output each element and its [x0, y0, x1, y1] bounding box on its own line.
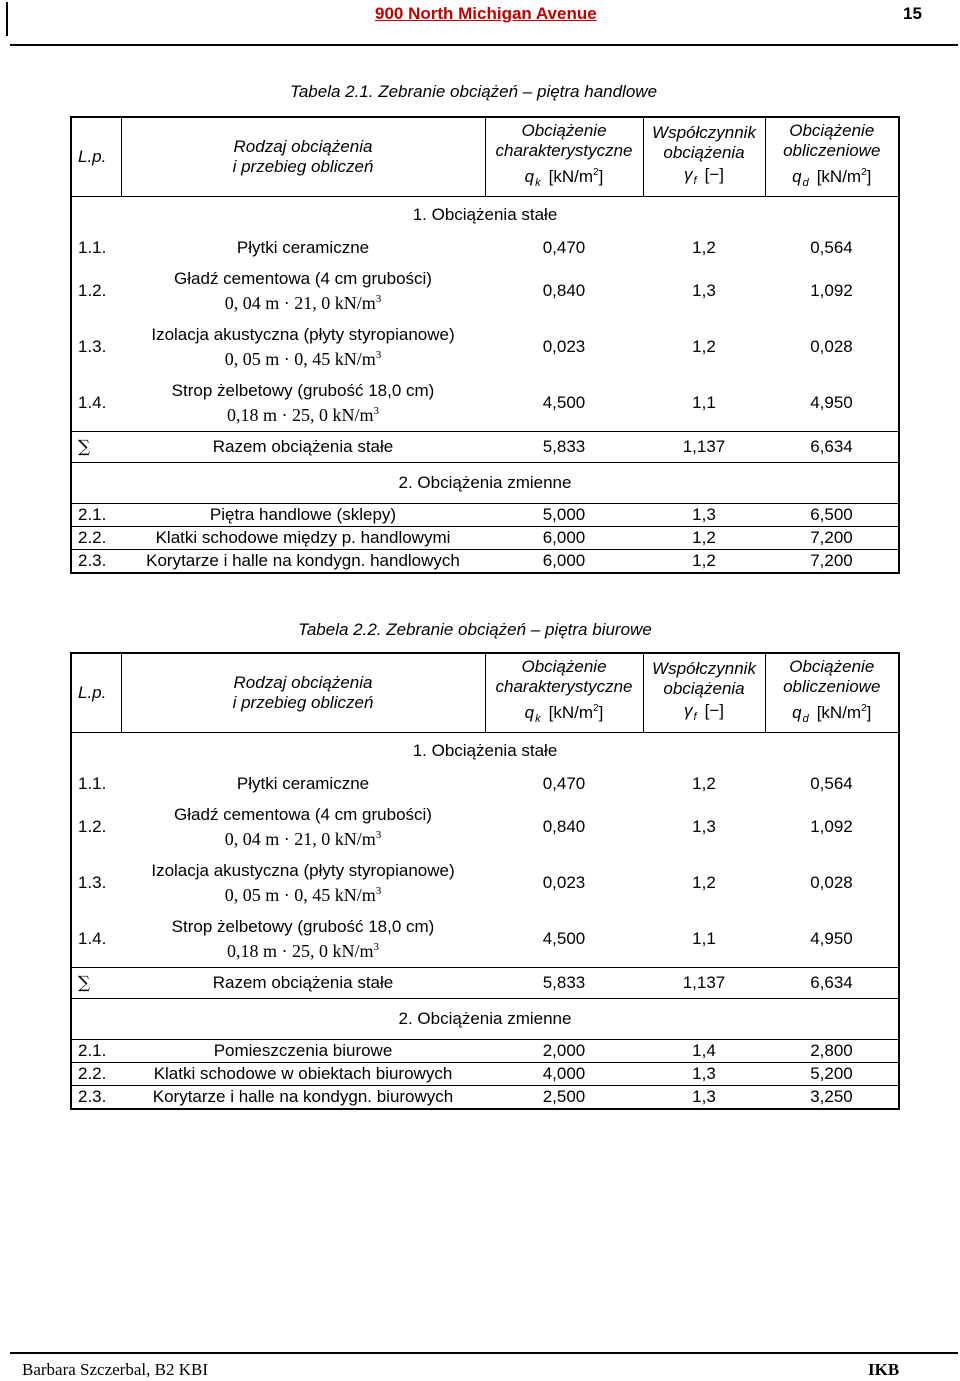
- row-qk: 4,000: [485, 1063, 643, 1086]
- header-margin-bar: [6, 2, 8, 36]
- formula-sup: 3: [375, 885, 382, 897]
- row-gf: 1,4: [643, 1040, 765, 1063]
- table-row: [71, 911, 899, 968]
- row-name: Piętra handlowe (sklepy): [121, 504, 485, 527]
- unit-close: ]: [866, 167, 872, 186]
- row-qd: 1,092: [810, 281, 853, 300]
- row-qd: 6,500: [765, 504, 899, 527]
- section-title-permanent: 1. Obciążenia stałe: [71, 733, 899, 770]
- table-caption-2: Tabela 2.2. Zebranie obciążeń – piętra biurowe: [298, 620, 652, 639]
- col-design-line1: Obciążenie: [789, 121, 875, 140]
- row-name: Pomieszczenia biurowe: [121, 1040, 485, 1063]
- col-coef-line2: obciążenia: [663, 143, 745, 162]
- row-lp: 1.4.: [78, 929, 107, 948]
- unit-sup: 2: [861, 167, 867, 178]
- row-qd: 0,564: [810, 238, 853, 257]
- formula-text: 0,18 m · 25, 0 kN/m: [227, 941, 374, 961]
- symbol-sub: d: [802, 177, 809, 189]
- col-kind-header: [121, 653, 485, 733]
- symbol-sub: k: [535, 177, 541, 189]
- row-name: Strop żelbetowy (grubość 18,0 cm): [171, 381, 435, 400]
- page-number: 15: [903, 4, 922, 23]
- row-qd: 4,950: [810, 393, 853, 412]
- row-gf: 1,3: [643, 1063, 765, 1086]
- unit-sup: 2: [593, 167, 599, 178]
- section-title-row: [71, 999, 899, 1040]
- col-char-header: [485, 117, 643, 197]
- col-coef-line1: Współczynnik: [652, 123, 756, 142]
- row-gf: 1,2: [692, 337, 716, 356]
- row-name-cell: [121, 319, 485, 375]
- row-lp: 2.3.: [71, 1086, 121, 1110]
- formula-text: 0, 04 m · 21, 0 kN/m: [224, 293, 376, 313]
- row-formula: [127, 345, 479, 369]
- table-row: [71, 855, 899, 911]
- symbol-gamma: γ: [684, 701, 693, 720]
- row-qk: 0,840: [542, 817, 586, 836]
- row-qk: 5,000: [485, 504, 643, 527]
- formula-sup: 3: [373, 941, 379, 953]
- col-kind-line1: Rodzaj obciążenia: [233, 137, 373, 156]
- sum-row: [71, 432, 899, 463]
- table-header-row: [71, 653, 899, 733]
- page-header: [0, 0, 960, 48]
- row-name-cell: [121, 799, 485, 855]
- row-lp: 2.1.: [71, 504, 121, 527]
- sum-qd: 6,634: [765, 432, 899, 463]
- sum-qk: 5,833: [485, 432, 643, 463]
- table-row: [71, 375, 899, 432]
- unit-dimensionless: [−]: [704, 701, 724, 720]
- symbol-sub: d: [802, 713, 809, 725]
- row-lp: 1.1.: [78, 774, 107, 793]
- section-title-row: [71, 197, 899, 234]
- col-lp-header: L.p.: [71, 117, 121, 197]
- load-table-1: [70, 116, 900, 574]
- unit-base: [kN/m: [548, 167, 594, 186]
- row-lp: 2.2.: [71, 1063, 121, 1086]
- row-qk: 0,470: [542, 238, 586, 257]
- table-caption-1: Tabela 2.1. Zebranie obciążeń – piętra handlowe: [290, 82, 658, 101]
- sum-icon: ∑: [71, 968, 121, 999]
- row-qd: 1,092: [810, 817, 853, 836]
- formula-text: 0, 05 m · 0, 45 kN/m: [224, 885, 376, 905]
- row-lp: 1.1.: [78, 238, 107, 257]
- col-kind-header: [121, 117, 485, 197]
- col-design-symbol: [772, 163, 893, 193]
- page-footer: [0, 1352, 960, 1381]
- col-char-symbol: [492, 699, 637, 729]
- row-qd: 7,200: [765, 550, 899, 574]
- row-qk: 4,500: [542, 929, 586, 948]
- row-qd: 0,028: [810, 873, 853, 892]
- row-gf: 1,3: [692, 817, 716, 836]
- symbol-sub: f: [693, 175, 697, 187]
- footer-org: IKB: [868, 1360, 900, 1379]
- col-coef-header: [643, 653, 765, 733]
- row-name: Izolacja akustyczna (płyty styropianowe): [151, 861, 455, 880]
- col-kind-line1: Rodzaj obciążenia: [233, 673, 373, 692]
- col-design-header: [765, 653, 899, 733]
- row-lp: 1.4.: [78, 393, 107, 412]
- row-qd: 0,028: [810, 337, 853, 356]
- row-qd: 5,200: [765, 1063, 899, 1086]
- row-lp: 2.1.: [71, 1040, 121, 1063]
- row-name: Płytki ceramiczne: [236, 238, 370, 257]
- unit-base: [kN/m: [548, 703, 594, 722]
- col-char-line2: charakterystyczne: [495, 141, 633, 160]
- formula-text: 0, 05 m · 0, 45 kN/m: [224, 349, 376, 369]
- col-design-line2: obliczeniowe: [783, 677, 881, 696]
- row-name: Klatki schodowe między p. handlowymi: [121, 527, 485, 550]
- col-char-line1: Obciążenie: [521, 121, 607, 140]
- sum-qk: 5,833: [485, 968, 643, 999]
- sum-gf: 1,137: [643, 432, 765, 463]
- symbol-q: q: [524, 167, 535, 186]
- col-coef-header: [643, 117, 765, 197]
- row-gf: 1,2: [692, 774, 716, 793]
- row-qk: 6,000: [485, 527, 643, 550]
- col-design-line1: Obciążenie: [789, 657, 875, 676]
- sum-name: Razem obciążenia stałe: [121, 432, 485, 463]
- table-row: [71, 1063, 899, 1086]
- table-row: [71, 550, 899, 574]
- sum-icon: ∑: [71, 432, 121, 463]
- unit-close: ]: [598, 703, 604, 722]
- col-design-symbol: [772, 699, 893, 729]
- document-title-link[interactable]: 900 North Michigan Avenue: [375, 4, 597, 23]
- col-lp-header: L.p.: [71, 653, 121, 733]
- row-qd: 7,200: [765, 527, 899, 550]
- col-char-line2: charakterystyczne: [495, 677, 633, 696]
- row-name-cell: [121, 375, 485, 432]
- header-rule: [10, 44, 958, 46]
- row-qk: 6,000: [485, 550, 643, 574]
- row-lp: 1.2.: [78, 817, 107, 836]
- section-title-row: [71, 733, 899, 770]
- symbol-sub: f: [693, 711, 697, 723]
- table-row: [71, 799, 899, 855]
- symbol-q: q: [524, 703, 535, 722]
- section-title-permanent: 1. Obciążenia stałe: [71, 197, 899, 234]
- row-qk: 0,023: [542, 337, 586, 356]
- row-formula: [127, 881, 479, 905]
- row-formula: [127, 289, 479, 313]
- table-row: [71, 1040, 899, 1063]
- formula-sup: 3: [375, 349, 382, 361]
- row-name-cell: [121, 855, 485, 911]
- row-gf: 1,1: [692, 929, 716, 948]
- table-row: [71, 233, 899, 263]
- footer-rule: [10, 1352, 958, 1354]
- row-qk: 0,840: [542, 281, 586, 300]
- row-gf: 1,3: [643, 1086, 765, 1110]
- unit-close: ]: [598, 167, 604, 186]
- row-lp: 2.2.: [71, 527, 121, 550]
- row-qk: 2,000: [485, 1040, 643, 1063]
- symbol-sub: k: [535, 713, 541, 725]
- formula-sup: 3: [375, 829, 382, 841]
- row-qd: 0,564: [810, 774, 853, 793]
- table-header-row: [71, 117, 899, 197]
- row-name: Gładź cementowa (4 cm grubości): [174, 805, 432, 824]
- row-name: Korytarze i halle na kondygn. biurowych: [121, 1086, 485, 1110]
- row-qd: 2,800: [765, 1040, 899, 1063]
- row-name: Klatki schodowe w obiektach biurowych: [121, 1063, 485, 1086]
- unit-close: ]: [866, 703, 872, 722]
- col-design-header: [765, 117, 899, 197]
- table-row: [71, 263, 899, 319]
- row-name-cell: [121, 263, 485, 319]
- row-lp: 1.3.: [78, 873, 107, 892]
- row-lp: 1.2.: [78, 281, 107, 300]
- unit-sup: 2: [861, 703, 867, 714]
- section-title-row: [71, 463, 899, 504]
- col-char-line1: Obciążenie: [521, 657, 607, 676]
- row-name: Strop żelbetowy (grubość 18,0 cm): [171, 917, 435, 936]
- symbol-q: q: [792, 167, 802, 186]
- col-kind-line2: i przebieg obliczeń: [232, 693, 374, 712]
- row-name: Korytarze i halle na kondygn. handlowych: [121, 550, 485, 574]
- unit-sup: 2: [593, 703, 599, 714]
- symbol-gamma: γ: [684, 165, 693, 184]
- row-qk: 0,023: [542, 873, 586, 892]
- row-name: Gładź cementowa (4 cm grubości): [174, 269, 432, 288]
- sum-row: [71, 968, 899, 999]
- formula-text: 0, 04 m · 21, 0 kN/m: [224, 829, 376, 849]
- row-gf: 1,3: [643, 504, 765, 527]
- section-title-variable: 2. Obciążenia zmienne: [71, 463, 899, 504]
- row-name-cell: [121, 911, 485, 968]
- sum-qd: 6,634: [765, 968, 899, 999]
- row-qk: 2,500: [485, 1086, 643, 1110]
- row-gf: 1,3: [692, 281, 716, 300]
- row-qk: 4,500: [542, 393, 586, 412]
- unit-base: [kN/m: [816, 167, 862, 186]
- row-qk: 0,470: [542, 774, 586, 793]
- table-row: [71, 319, 899, 375]
- symbol-q: q: [792, 703, 802, 722]
- formula-sup: 3: [375, 293, 382, 305]
- row-lp: 1.3.: [78, 337, 107, 356]
- formula-sup: 3: [373, 405, 379, 417]
- col-char-header: [485, 653, 643, 733]
- row-gf: 1,2: [692, 873, 716, 892]
- row-formula: [127, 937, 479, 961]
- footer-author: Barbara Szczerbal, B2 KBI: [22, 1360, 208, 1379]
- row-name: Płytki ceramiczne: [236, 774, 370, 793]
- row-qd: 4,950: [810, 929, 853, 948]
- formula-text: 0,18 m · 25, 0 kN/m: [227, 405, 374, 425]
- row-gf: 1,1: [692, 393, 716, 412]
- col-coef-symbol: [650, 165, 759, 191]
- col-kind-line2: i przebieg obliczeń: [232, 157, 374, 176]
- col-coef-line2: obciążenia: [663, 679, 745, 698]
- row-name: Izolacja akustyczna (płyty styropianowe): [151, 325, 455, 344]
- col-design-line2: obliczeniowe: [783, 141, 881, 160]
- table-row: [71, 769, 899, 799]
- unit-dimensionless: [−]: [704, 165, 724, 184]
- row-formula: [127, 825, 479, 849]
- table-row: [71, 1086, 899, 1110]
- unit-base: [kN/m: [816, 703, 862, 722]
- row-gf: 1,2: [643, 550, 765, 574]
- load-table-2: [70, 652, 900, 1110]
- table-row: [71, 527, 899, 550]
- row-formula: [127, 401, 479, 425]
- row-gf: 1,2: [643, 527, 765, 550]
- row-gf: 1,2: [692, 238, 716, 257]
- row-qd: 3,250: [765, 1086, 899, 1110]
- sum-gf: 1,137: [643, 968, 765, 999]
- sum-name: Razem obciążenia stałe: [121, 968, 485, 999]
- col-coef-symbol: [650, 701, 759, 727]
- table-row: [71, 504, 899, 527]
- col-coef-line1: Współczynnik: [652, 659, 756, 678]
- col-char-symbol: [492, 163, 637, 193]
- row-lp: 2.3.: [71, 550, 121, 574]
- section-title-variable: 2. Obciążenia zmienne: [71, 999, 899, 1040]
